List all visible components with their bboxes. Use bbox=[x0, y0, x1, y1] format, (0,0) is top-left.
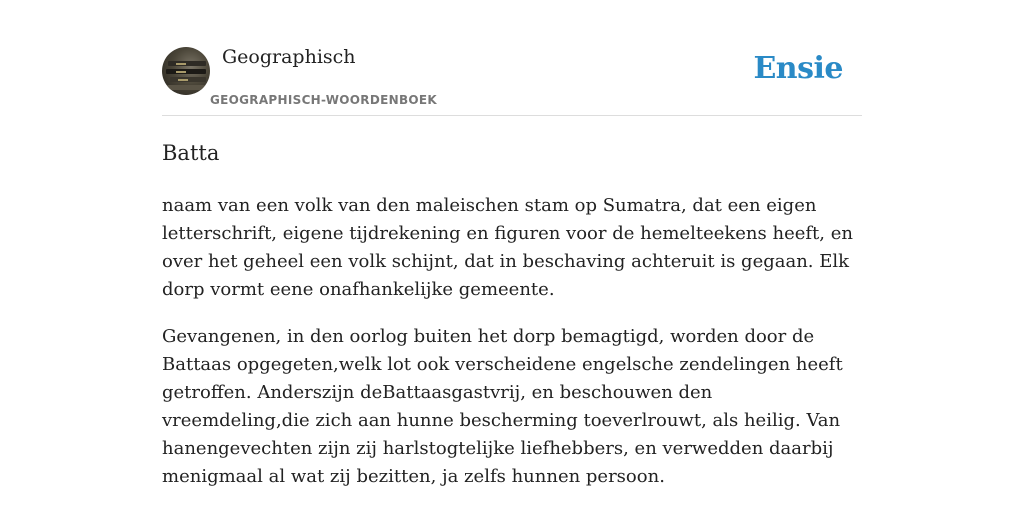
article-paragraph: naam van een volk van den maleischen stam op Sumatra, dat een eigen letterschrift, eigene tijdrekening en figuren voor de hemelteekens heeft, en over het geheel een volk schijnt, dat in beschaving achteruit is gegaan. Elk dorp vormt eene onafhankelijke gemeente. bbox=[162, 195, 853, 300]
page-container bbox=[162, 0, 862, 487]
ensie-logo-link[interactable]: Ensie bbox=[753, 51, 843, 86]
article-paragraph: Gevangenen, in den oorlog buiten het dorp bemagtigd, worden door de Battaas opgegeten,welk lot ook verscheidene engelsche zendelingen heeft getroffen. Anderszijn deBattaasgastvrij, en beschouwen den vreemdeling,die zich aan hunne bescherming toeverlrouwt, als heilig. Van hanengevechten zijn zij harlstogtelijke liefhebbers, en verwedden daarbij menigmaal al wat zij bezitten, ja zelfs hunnen persoon. bbox=[162, 326, 843, 487]
source-subtitle-link[interactable]: GEOGRAPHISCH-WOORDENBOEK bbox=[210, 93, 437, 107]
source-avatar-icon[interactable] bbox=[162, 47, 210, 95]
source-title-link[interactable]: Geographisch bbox=[222, 46, 356, 68]
page-header bbox=[162, 0, 862, 116]
article-title: Batta bbox=[162, 141, 220, 165]
